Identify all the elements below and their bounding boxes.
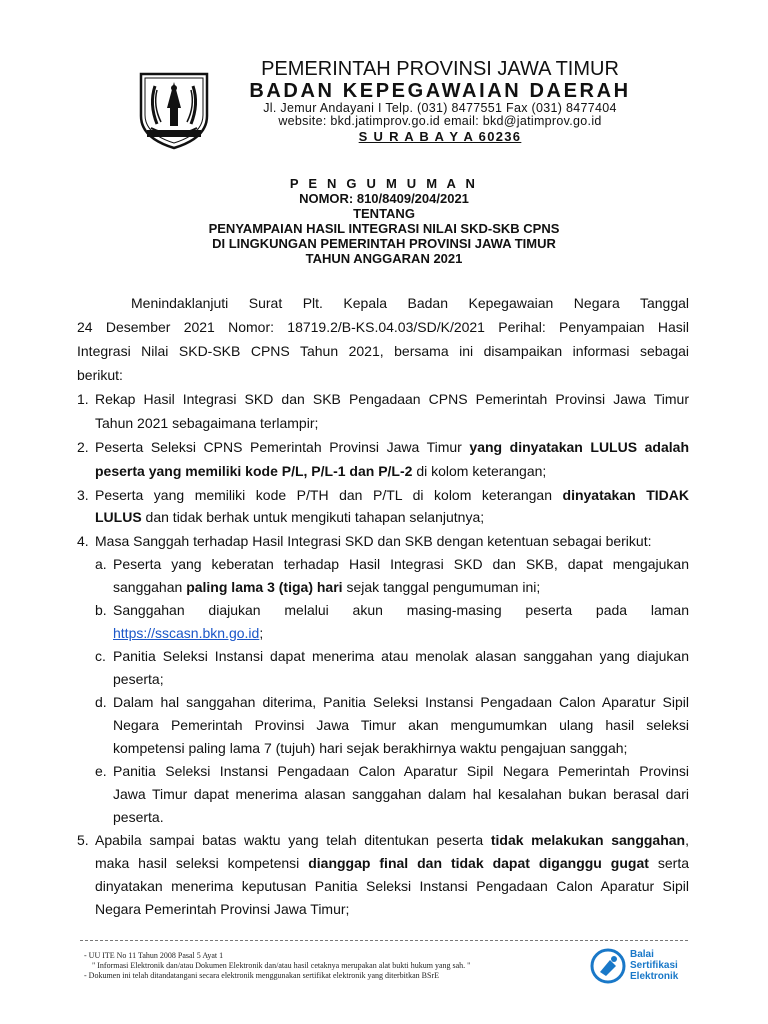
footer-note-signature: - Dokumen ini telah ditandatangani secara elektronik menggunakan sertifikat elektronik yang diterbitkan BSrE — [84, 971, 439, 980]
list-item-line: dinyatakan menerima keputusan Panitia Seleksi Instansi Pengadaan Calon Aparatur Sipil — [95, 878, 689, 894]
list-item-line: Negara Pemerintah Provinsi Jawa Timur; — [95, 901, 350, 917]
sublist-item-line: Panitia Seleksi Instansi dapat menerima atau menolak alasan sanggahan yang diajukan — [113, 648, 689, 664]
list-item-line: Peserta Seleksi CPNS Pemerintah Provinsi Jawa Timur yang dinyatakan LULUS adalah — [95, 439, 689, 455]
intro-line: berikut: — [77, 367, 123, 383]
bsre-label: Balai — [630, 949, 654, 960]
list-marker: 5. — [77, 832, 89, 848]
header-city: S U R A B A Y A 60236 — [358, 129, 522, 144]
list-item-line: peserta yang memiliki kode P/L, P/L-1 dan P/L-2 di kolom keterangan; — [95, 463, 547, 479]
sublist-item-line: Panitia Seleksi Instansi Pengadaan Calon Aparatur Sipil Negara Pemerintah Provinsi — [113, 763, 689, 779]
sublist-item-line: Peserta yang keberatan terhadap Hasil Integrasi SKD dan SKB, dapat mengajukan — [113, 556, 689, 572]
sublist-item-line: peserta; — [113, 671, 164, 687]
bsre-label: Sertifikasi — [630, 960, 678, 971]
list-marker: 1. — [77, 391, 89, 407]
intro-line: Integrasi Nilai SKD-SKB CPNS Tahun 2021, bersama ini disampaikan informasi sebagai — [77, 343, 689, 359]
sublist-item-line: Jawa Timur dapat menerima alasan sanggahan dalam hal kesalahan bukan berasal dari — [113, 786, 689, 802]
list-marker: 4. — [77, 533, 89, 549]
sublist-marker: e. — [95, 763, 107, 779]
intro-line: 24 Desember 2021 Nomor: 18719.2/B-KS.04.03/SD/K/2021 Perihal: Penyampaian Hasil — [77, 319, 689, 335]
list-item-line: Peserta yang memiliki kode P/TH dan P/TL di kolom keterangan dinyatakan TIDAK — [95, 487, 689, 503]
list-item-line: LULUS dan tidak berhak untuk mengikuti tahapan selanjutnya; — [95, 509, 485, 525]
sublist-item-line: Dalam hal sanggahan diterima, Panitia Seleksi Instansi Pengadaan Calon Aparatur Sipil — [113, 694, 689, 710]
intro-line: Menindaklanjuti Surat Plt. Kepala Badan Kepegawaian Negara Tanggal — [131, 295, 689, 311]
footer-note-law: - UU ITE No 11 Tahun 2008 Pasal 5 Ayat 1 — [84, 951, 224, 960]
announcement-title: P E N G U M U M A N — [289, 176, 479, 191]
announcement-number: NOMOR: 810/8409/204/2021 — [299, 191, 469, 206]
sublist-item-line: kompetensi paling lama 7 (tujuh) hari sejak berakhirnya waktu pengajuan sanggah; — [113, 740, 628, 756]
sublist-item-line: sanggahan paling lama 3 (tiga) hari sejak tanggal pengumuman ini; — [113, 579, 541, 595]
sublist-marker: a. — [95, 556, 107, 572]
list-marker: 2. — [77, 439, 89, 455]
sublist-marker: b. — [95, 602, 107, 618]
announcement-subject-line-1: PENYAMPAIAN HASIL INTEGRASI NILAI SKD-SKB CPNS — [208, 221, 560, 236]
sublist-item-line: peserta. — [113, 809, 164, 825]
list-item-line: Masa Sanggah terhadap Hasil Integrasi SKD dan SKB dengan ketentuan sebagai berikut: — [95, 533, 652, 549]
jatim-coat-of-arms-logo — [133, 68, 215, 152]
list-item-line: Apabila sampai batas waktu yang telah ditentukan peserta tidak melakukan sanggahan, — [95, 832, 689, 848]
header-agency: BADAN KEPEGAWAIAN DAERAH — [249, 80, 631, 102]
header-contact: website: bkd.jatimprov.go.id email: bkd@jatimprov.go.id — [278, 114, 602, 128]
sublist-item-line: Sanggahan diajukan melalui akun masing-masing peserta pada laman — [113, 602, 689, 618]
bsre-logo-icon — [590, 948, 626, 984]
sublist-marker: d. — [95, 694, 107, 710]
list-item-line: Rekap Hasil Integrasi SKD dan SKB Pengadaan CPNS Pemerintah Provinsi Jawa Timur — [95, 391, 689, 407]
header-address: Jl. Jemur Andayani I Telp. (031) 8477551 Fax (031) 8477404 — [263, 101, 617, 115]
announcement-about: TENTANG — [353, 206, 415, 221]
announcement-subject-line-2: DI LINGKUNGAN PEMERINTAH PROVINSI JAWA TIMUR — [212, 236, 556, 251]
sublist-marker: c. — [95, 648, 106, 664]
list-item-line: maka hasil seleksi kompetensi dianggap final dan tidak dapat diganggu gugat serta — [95, 855, 689, 871]
list-marker: 3. — [77, 487, 89, 503]
sublist-item-line: https://sscasn.bkn.go.id; — [113, 625, 264, 641]
sublist-item-line: Negara Pemerintah Provinsi Jawa Timur akan mengumumkan ulang hasil seleksi — [113, 717, 689, 733]
bsre-label: Elektronik — [630, 971, 679, 982]
announcement-subject-line-3: TAHUN ANGGARAN 2021 — [305, 251, 463, 266]
sscasn-link[interactable]: https://sscasn.bkn.go.id — [113, 625, 260, 641]
header-government: PEMERINTAH PROVINSI JAWA TIMUR — [261, 58, 619, 80]
list-item-line: Tahun 2021 sebagaimana terlampir; — [95, 415, 319, 431]
footer-note-quote: " Informasi Elektronik dan/atau Dokumen Elektronik dan/atau hasil cetaknya merupakan alat bukti hukum yang sah. " — [92, 961, 471, 970]
footer-divider — [80, 940, 688, 941]
